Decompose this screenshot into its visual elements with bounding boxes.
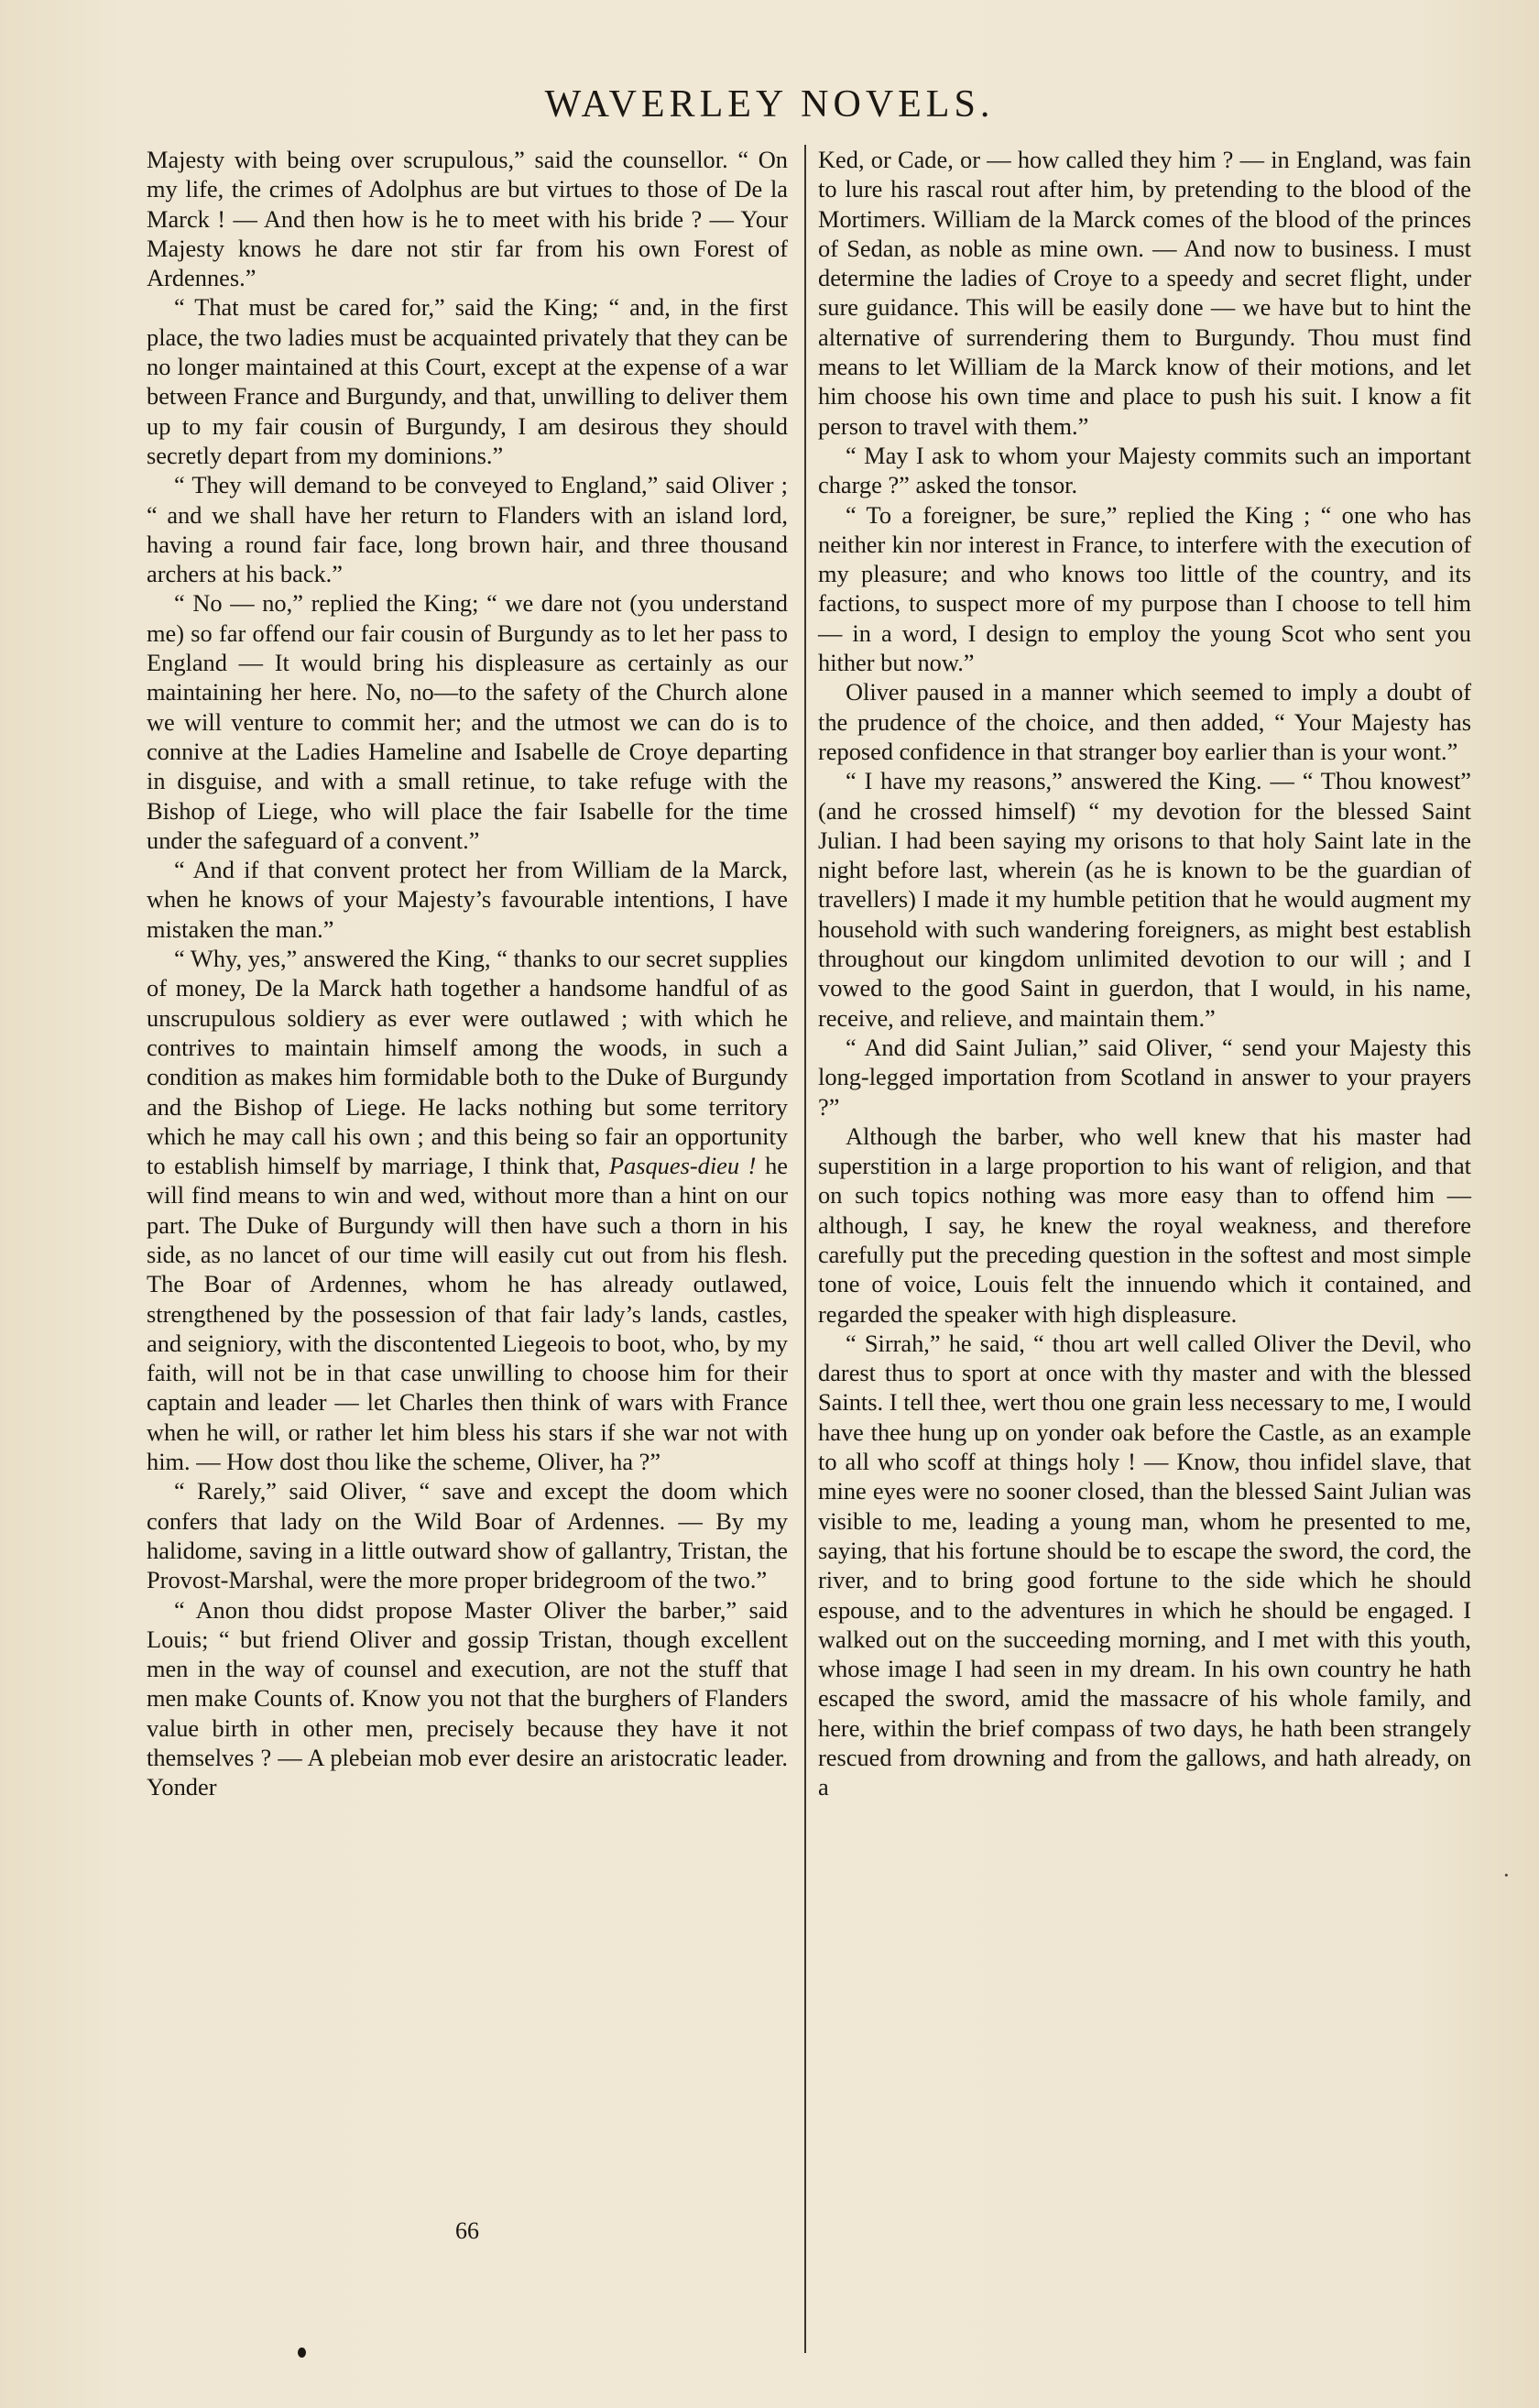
right-column bbox=[818, 145, 1471, 1802]
paragraph: “ They will demand to be conveyed to England,” said Oliver ; “ and we shall have her return to Flanders with an island lord, having a round fair face, long brown hair, and three thousand archers at his back.” bbox=[147, 471, 788, 588]
paragraph: Ked, or Cade, or — how called they him ? — in England, was fain to lure his rascal rout after him, by pretending to the blood of the Mortimers. William de la Marck comes of the blood of the princes of Sedan, as noble as mine own. — And now to business. I must determine the ladies of Croye to a speedy and secret flight, under sure guidance. This will be easily done — we have but to hint the alternative of surrendering them to Burgundy. Thou must find means to let William de la Marck know of their motions, and let him choose his own time and place to push his suit. I know a fit person to travel with them.” bbox=[818, 146, 1471, 440]
paragraph: Majesty with being over scrupulous,” said the counsellor. “ On my life, the crimes of Adolphus are but virtues to those of De la Marck ! — And then how is he to meet with his bride ? — Your Majesty knows he dare not stir far from his own Forest of Ardennes.” bbox=[147, 146, 788, 292]
italic-oath: Pasques-dieu ! bbox=[608, 1152, 757, 1180]
paragraph: “ No — no,” replied the King; “ we dare not (you understand me) so far offend our fair cousin of Burgundy as to let her pass to England — It would bring his displeasure as certainly as our maintaining her here. No, no—to the safety of the Church alone we will venture to commit her; and the utmost we can do is to connive at the Ladies Hameline and Isabelle de Croye departing in disguise, and with a small retinue, to take refuge with the Bishop of Liege, who will place the fair Isabelle for the time under the safeguard of a convent.” bbox=[147, 589, 788, 854]
running-head: WAVERLEY NOVELS. bbox=[544, 83, 995, 126]
paragraph: “ I have my reasons,” answered the King. — “ Thou knowest” (and he crossed himself) “ my devotion for the blessed Saint Julian. I had been saying my orisons to that holy Saint late in the night before last, wherein (as he is known to be the guardian of travellers) I made it my humble petition that he would augment my household with such wandering foreigners, as might best establish throughout our kingdom unlimited devotion to our will ; and I vowed to the good Saint in guerdon, that I would, in his name, receive, and relieve, and maintain them.” bbox=[818, 767, 1471, 1032]
paragraph: “ To a foreigner, be sure,” replied the King ; “ one who has neither kin nor interest in France, to interfere with the execution of my pleasure; and who knows too little of the country, and its factions, to suspect more of my purpose than I choose to tell him — in a word, I design to employ the young Scot who sent you hither but now.” bbox=[818, 500, 1471, 677]
paragraph: Although the barber, who well knew that his master had superstition in a large proportion to his want of religion, and that on such topics nothing was more easy than to offend him — although, I say, he knew the royal weakness, and therefore carefully put the preceding question in the softest and most simple tone of voice, Louis felt the innuendo which it contained, and regarded the speaker with high displeasure. bbox=[818, 1122, 1471, 1328]
page-number: 66 bbox=[455, 2217, 479, 2244]
paragraph: “ Why, yes,” answered the King, “ thanks to our secret supplies of money, De la Marck hath together a handsome handful of as unscrupulous soldiery as ever were outlawed ; with which he contrives to maintain himself among the woods, in such a condition as makes him formidable both to the Duke of Burgundy and the Bishop of Liege. He lacks nothing but some territory which he may call his own ; and this being so fair an opportunity to establish himself by marriage, I think that, Pasques-dieu ! he will find means to win and wed, without more than a hint on our part. The Duke of Burgundy will then have such a thorn in his side, as no lancet of our time will easily cut out from his flesh. The Boar of Ardennes, whom he has already outlawed, strengthened by the possession of that fair lady’s lands, castles, and seigniory, with the discontented Liegeois to boot, who, by my faith, will not be in that case unwilling to choose him for their captain and leader — let Charles then think of wars with France when he will, or rather let him bless his stars if she war not with him. — How dost thou like the scheme, Oliver, ha ?” bbox=[147, 945, 789, 1476]
ink-dot-mark bbox=[298, 2348, 306, 2358]
column-divider bbox=[804, 145, 806, 2353]
paragraph: Oliver paused in a manner which seemed to imply a doubt of the prudence of the choice, and then added, “ Your Majesty has reposed confidence in that stranger boy earlier than is your wont.” bbox=[818, 678, 1471, 765]
left-column bbox=[147, 145, 788, 1802]
paragraph: “ That must be cared for,” said the King; “ and, in the first place, the two ladies must be acquainted privately that they can be no longer maintained at this Court, except at the expense of a war between France and Burgundy, and that, unwilling to deliver them up to my fair cousin of Burgundy, I am desirous they should secretly depart from my dominions.” bbox=[147, 293, 788, 469]
paragraph: “ And if that convent protect her from William de la Marck, when he knows of your Majesty’s favourable intentions, I have mistaken the man.” bbox=[147, 856, 788, 943]
paragraph: “ May I ask to whom your Majesty commits such an important charge ?” asked the tonsor. bbox=[818, 441, 1471, 499]
paragraph: “ Rarely,” said Oliver, “ save and except the doom which confers that lady on the Wild Boar of Ardennes. — By my halidome, saving in a little outward show of gallantry, Tristan, the Provost-Marshal, were the more proper bridegroom of the two.” bbox=[147, 1477, 788, 1594]
paragraph: “ Sirrah,” he said, “ thou art well called Oliver the Devil, who darest thus to sport at once with thy master and with the blessed Saints. I tell thee, wert thou one grain less necessary to me, I would have thee hung up on yonder oak before the Castle, as an example to all who scoff at things holy ! — Know, thou infidel slave, that mine eyes were no sooner closed, than the blessed Saint Julian was visible to me, leading a young man, whom he presented to me, saying, that his fortune should be to escape the sword, the cord, the river, and to bring good fortune to the side which he should espouse, and to the adventures in which he should be engaged. I walked out on the succeeding morning, and I met with this youth, whose image I had seen in my dream. In his own country he hath escaped the sword, amid the massacre of his whole family, and here, within the brief compass of two days, he hath been strangely rescued from drowning and from the gallows, and hath already, on a bbox=[818, 1329, 1471, 1801]
paragraph: “ And did Saint Julian,” said Oliver, “ send your Majesty this long-legged importation from Scotland in answer to your prayers ?” bbox=[818, 1033, 1471, 1121]
margin-mark: · bbox=[1502, 1862, 1511, 1888]
paragraph: “ Anon thou didst propose Master Oliver the barber,” said Louis; “ but friend Oliver and gossip Tristan, though excellent men in the way of counsel and execution, are not the stuff that men make Counts of. Know you not that the burghers of Flanders value birth in other men, precisely because they have it not themselves ? — A plebeian mob ever desire an aristocratic leader. Yonder bbox=[147, 1595, 788, 1801]
